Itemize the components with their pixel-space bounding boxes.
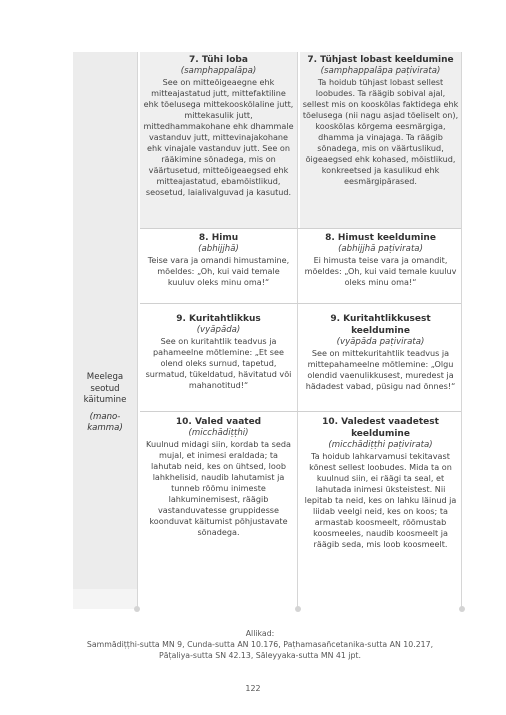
column-divider-middle — [297, 52, 298, 609]
column-divider-right — [461, 52, 462, 609]
left-column-background — [73, 52, 137, 589]
cell-title: 10. Valedest vaadetest keeldumine — [322, 417, 439, 439]
cell-wrong-views — [143, 416, 294, 538]
cell-body: Ta hoidub tühjast lobast sellest loobudes. Ta räägib sobival ajal, sellest mis on kooskõlas faktidega ehk tõelusega (nii nagu asjad tõeliselt on), kooskõlas kõrgema eesmärgiga, dhamma ja vinajaga. Ta räägib sõnadega, mis on väärtuslikud, õigeaegsed ehk kohased, mõistlikud, konkreetsed ja kasulikud ehk eesmärgipärased. — [302, 77, 459, 186]
cell-refrain-ill-will — [302, 313, 459, 392]
sources-footer — [40, 628, 480, 661]
cell-title: 8. Himu — [198, 233, 239, 243]
left-column-extension — [73, 589, 137, 609]
cell-pali: (samphappalāpa paṭivirata) — [320, 66, 441, 76]
page-number: 122 — [245, 684, 261, 693]
column-end-dot — [134, 606, 140, 612]
cell-title: 7. Tühjast lobast keeldumine — [307, 55, 454, 65]
cell-body: Ei himusta teise vara ja omandit, mõeldes: „Oh, kui vaid temale kuuluv oleks minu oma!“ — [304, 255, 457, 287]
cell-title: 9. Kuritahtlikkus — [176, 314, 261, 324]
cell-title: 8. Himust keeldumine — [325, 233, 436, 243]
sources-line: Sammādiṭṭhi-sutta MN 9, Cunda-sutta AN 10.176, Paṭhamasañcetanika-sutta AN 10.217, — [86, 640, 434, 649]
cell-idle-chatter — [143, 54, 294, 198]
category-label-text: Meelega seotud käitumine — [83, 372, 127, 405]
row-separator-1 — [140, 228, 461, 229]
cell-refrain-idle-chatter — [302, 54, 459, 187]
row-separator-2 — [140, 303, 461, 304]
cell-body: Ta hoidub lahkarvamusi tekitavast kõnest sellest loobudes. Mida ta on kuulnud siin, ei räägi ta seal, et lahutada inimesi üksteistest. Nii lepitab ta neid, kes on lahku läinud ja liidab veelgi neid, kes on koos; ta armastab koosmeelt, rõõmustab koosmeeles, naudib koosmeelt ja räägib seda, mis loob koosmeelt. — [304, 451, 457, 549]
cell-title: 10. Valed vaated — [175, 417, 262, 427]
category-label — [73, 372, 137, 435]
cell-body: See on mittekuritahtlik teadvus ja mittepahameelne mõtlemine: „Olgu olendid vaenulikkusest, muredest ja hädadest vabad, püsigu nad õnnes!“ — [305, 348, 456, 391]
cell-pali: (abhijjhā) — [198, 244, 239, 254]
cell-pali: (samphappalāpa) — [180, 66, 257, 76]
column-divider-left — [137, 52, 138, 609]
category-label-pali: (mano-kamma) — [87, 411, 123, 433]
cell-ill-will — [143, 313, 294, 391]
column-end-dot — [295, 606, 301, 612]
cell-pali: (vyāpāda paṭivirata) — [336, 337, 425, 347]
cell-pali: (micchādiṭṭhi paṭivirata) — [328, 440, 433, 450]
cell-body: See on mitteõigeaegne ehk mitteajastatud jutt, mittefaktiline ehk tõelusega mittekooskõlaline jutt, mittekasulik jutt, mittedhammakohane ehk dhammale vastanduv jutt, mittevinajakohane ehk vinajale vastanduv jutt. See on rääkimine sõnadega, mis on väärtusetud, mitteõigeaegsed ehk mitteajastatud, ebamõistlikud, seosetud, laialivalguvad ja kasutud. — [143, 77, 294, 197]
cell-body: Kuulnud midagi siin, kordab ta seda mujal, et inimesi eraldada; ta lahutab neid, kes on ühtsed, loob lahkhelisid, naudib lahutamist ja tunneb rõõmu inimeste lahkuminemisest, räägib vastanduvatesse gruppidesse koonduvat käitumist põhjustavate sõnadega. — [146, 439, 291, 537]
column-end-dot — [459, 606, 465, 612]
cell-body: Teise vara ja omandi himustamine, mõeldes: „Oh, kui vaid temale kuuluv oleks minu oma!“ — [147, 255, 290, 287]
sources-heading: Allikad: — [245, 629, 275, 638]
cell-covetousness — [143, 232, 294, 288]
cell-body: See on kuritahtlik teadvus ja pahameelne mõtlemine: „Et see olend oleks surnud, tapetud, surmatud, tükeldatud, hävitatud või mahanotitud!“ — [145, 336, 292, 390]
cell-pali: (abhijjhā paṭivirata) — [338, 244, 423, 254]
cell-title: 9. Kuritahtlikkusest keeldumine — [330, 314, 431, 336]
sources-line: Pāṭaliya-sutta SN 42.13, Sāleyyaka-sutta MN 41 jpt. — [159, 651, 361, 660]
cell-pali: (micchādiṭṭhi) — [188, 428, 249, 438]
cell-title: 7. Tühi loba — [189, 55, 248, 65]
row-separator-3 — [140, 411, 461, 412]
cell-refrain-covetousness — [302, 232, 459, 288]
cell-refrain-wrong-views — [302, 416, 459, 550]
cell-pali: (vyāpāda) — [196, 325, 241, 335]
